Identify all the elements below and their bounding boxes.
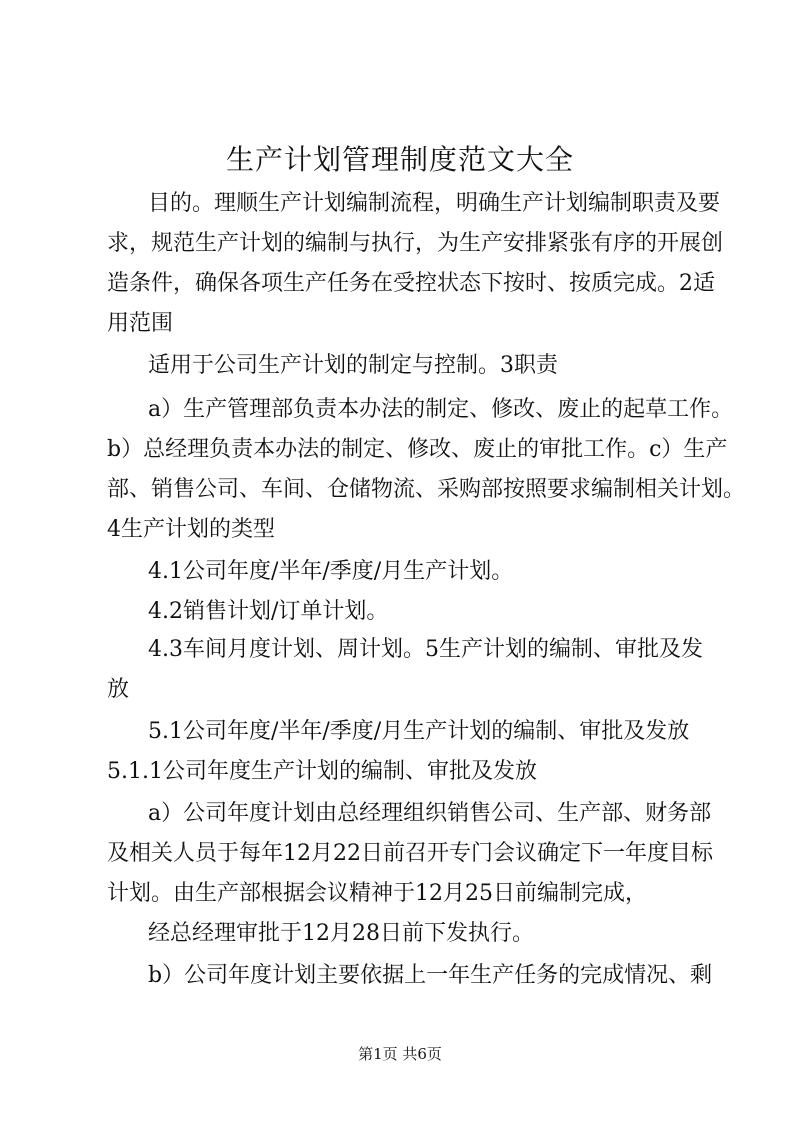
body-line: 计划。由生产部根据会议精神于12月25日前编制完成， [107, 881, 647, 906]
body-line: 及相关人员于每年12月22日前召开专门会议确定下一年度目标 [107, 841, 713, 866]
body-line: a）公司年度计划由总经理组织销售公司、生产部、财务部 [148, 801, 712, 826]
body-line: 造条件，确保各项生产任务在受控状态下按时、按质完成。2适 [107, 271, 715, 296]
body-line: 求，规范生产计划的编制与执行，为生产安排紧张有序的开展创 [107, 231, 724, 256]
body-line: 4.2销售计划/订单计划。 [148, 599, 389, 624]
body-line: a）生产管理部负责本办法的制定、修改、废止的起草工作。 [148, 397, 734, 422]
body-line: 4.1公司年度/半年/季度/月生产计划。 [148, 559, 514, 584]
body-line: 5.1公司年度/半年/季度/月生产计划的编制、审批及发放 [148, 719, 690, 744]
page-footer: 第1页 共6页 [358, 1045, 442, 1063]
body-line: 4.3车间月度计划、周计划。5生产计划的编制、审批及发 [148, 637, 703, 662]
body-line: 部、销售公司、车间、仓储物流、采购部按照要求编制相关计划。 [107, 477, 746, 502]
body-line: 用范围 [107, 311, 174, 336]
document-title: 生产计划管理制度范文大全 [225, 143, 574, 176]
body-line: 经总经理审批于12月28日前下发执行。 [148, 921, 534, 946]
body-line: b）公司年度计划主要依据上一年生产任务的完成情况、剩 [148, 963, 713, 988]
body-line: 5.1.1公司年度生产计划的编制、审批及发放 [107, 759, 537, 784]
body-line: 放 [107, 677, 130, 702]
body-line: 目的。理顺生产计划编制流程，明确生产计划编制职责及要 [148, 191, 721, 216]
body-line: 4生产计划的类型 [107, 517, 275, 542]
body-line: b）总经理负责本办法的制定、修改、废止的审批工作。c）生产 [107, 437, 728, 462]
body-line: 适用于公司生产计划的制定与控制。3职责 [148, 353, 558, 378]
